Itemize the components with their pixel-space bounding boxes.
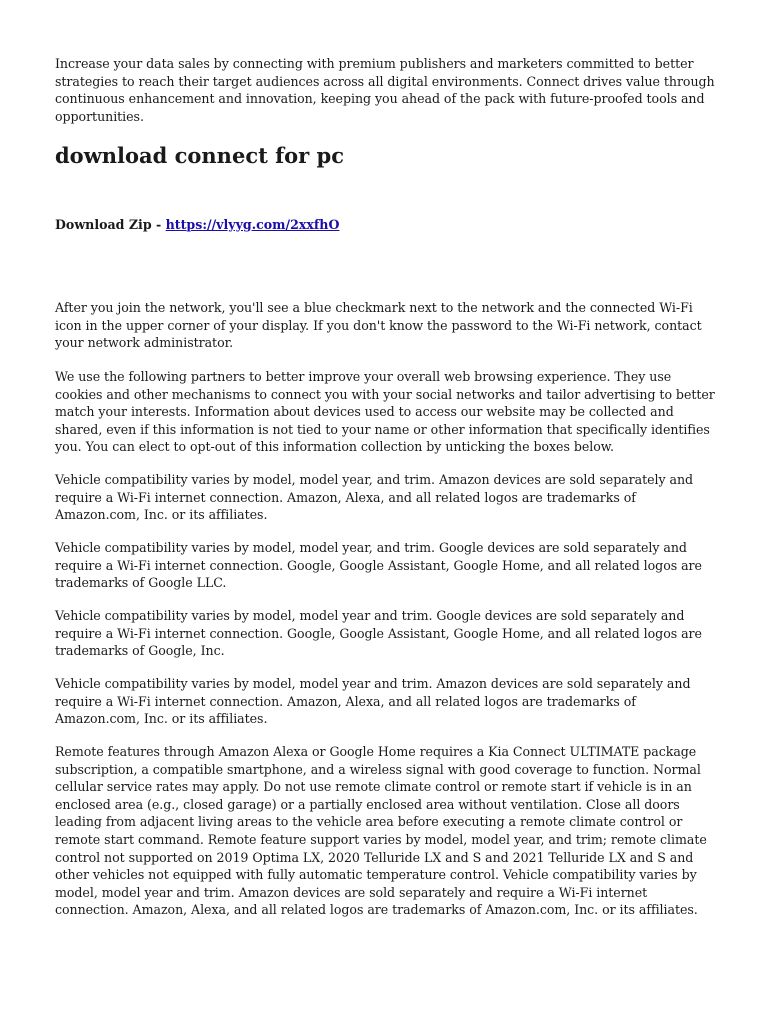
paragraph-google-1: Vehicle compatibility varies by model, model year, and trim. Google devices are sold separately and require a Wi-Fi internet connection. Google, Google Assistant, Google Home, and all related logos are trademarks of Google LLC. — [55, 540, 702, 591]
download-label: Download Zip - — [55, 217, 166, 232]
paragraph-remote-features: Remote features through Amazon Alexa or Google Home requires a Kia Connect ULTIMATE package subscription, a compatible smartphone, and a wireless signal with good coverage to function. Normal cellular service rates may apply. Do not use remote climate control or remote start if vehicle is in an enclosed area (e.g., closed garage) or a partially enclosed area without ventilation. Close all doors leading from adjacent living areas to the vehicle area before executing a remote climate control or remote start command. Remote feature support varies by model, model year, and trim; remote climate control not supported on 2019 Optima LX, 2020 Telluride LX and S and 2021 Telluride LX and S and other vehicles not equipped with fully automatic temperature control. Vehicle compatibility varies by model, model year and trim. Amazon devices are sold separately and require a Wi-Fi internet connection. Amazon, Alexa, and all related logos are trademarks of Amazon.com, Inc. or its affiliates. — [55, 744, 707, 918]
paragraph-partners: We use the following partners to better improve your overall web browsing experience. They use cookies and other mechanisms to connect you with your social networks and tailor advertising to better match your interests. Information about devices used to access our website may be collected and shared, even if this information is not tied to your name or other information that specifically identifies you. You can elect to opt-out of this information collection by unticking the boxes below. — [55, 369, 715, 455]
paragraph-google-2: Vehicle compatibility varies by model, model year and trim. Google devices are sold separately and require a Wi-Fi internet connection. Google, Google Assistant, Google Home, and all related logos are trademarks of Google, Inc. — [55, 608, 702, 659]
paragraph-network: After you join the network, you'll see a blue checkmark next to the network and the connected Wi-Fi icon in the upper corner of your display. If you don't know the password to the Wi-Fi network, contact your network administrator. — [55, 300, 702, 351]
page-title: download connect for pc — [55, 143, 344, 168]
download-line — [55, 216, 339, 234]
paragraph-amazon-2: Vehicle compatibility varies by model, model year and trim. Amazon devices are sold separately and require a Wi-Fi internet connection. Amazon, Alexa, and all related logos are trademarks of Amazon.com, Inc. or its affiliates. — [55, 676, 691, 727]
intro-paragraph: Increase your data sales by connecting with premium publishers and marketers committed to better strategies to reach their target audiences across all digital environments. Connect drives value through continuous enhancement and innovation, keeping you ahead of the pack with future-proofed tools and opportunities. — [55, 56, 715, 124]
paragraph-amazon-1: Vehicle compatibility varies by model, model year, and trim. Amazon devices are sold separately and require a Wi-Fi internet connection. Amazon, Alexa, and all related logos are trademarks of Amazon.com, Inc. or its affiliates. — [55, 472, 694, 523]
download-link[interactable]: https://vlyyg.com/2xxfhO — [165, 217, 340, 232]
